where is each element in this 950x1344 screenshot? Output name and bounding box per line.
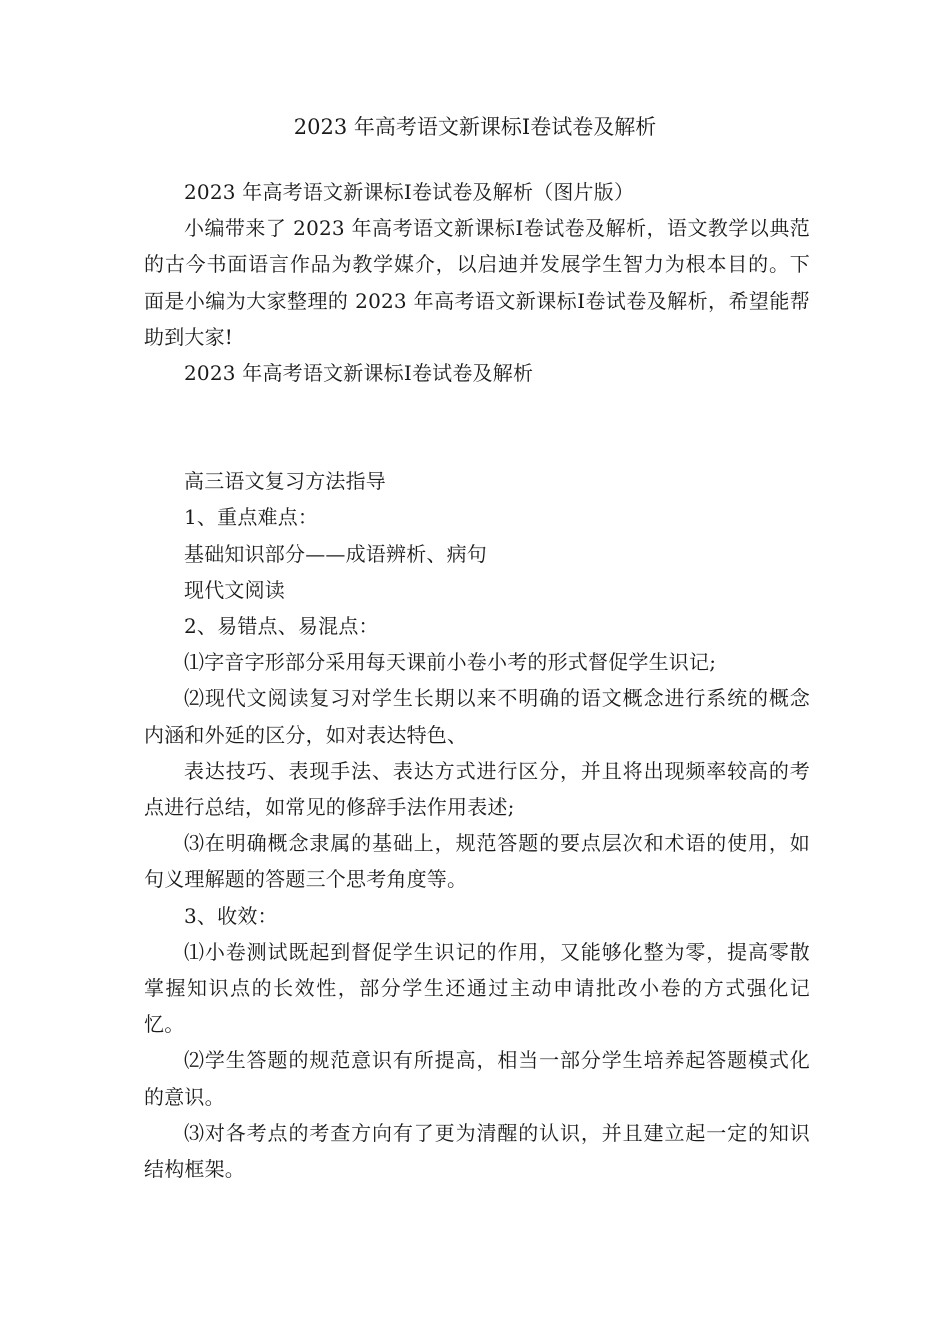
key-point-modern-reading: 现代文阅读 [184,577,285,602]
error-point-1: ⑴字音字形部分采用每天课前小卷小考的形式督促学生识记; [184,650,717,675]
result-1: ⑴小卷测试既起到督促学生识记的作用，又能够化整为零，提高零散掌握知识点的长效性，部分学生还通过主动申请批改小卷的方式强化记忆。 [144,939,810,1037]
image-placeholder-gap [144,391,810,463]
result-3: ⑶对各考点的考查方向有了更为清醒的认识，并且建立起一定的知识结构框架。 [144,1120,810,1182]
intro-subtitle: 2023 年高考语文新课标Ⅰ卷试卷及解析（图片版） [184,180,635,204]
error-point-2-continued: 表达技巧、表现手法、表达方式进行区分，并且将出现频率较高的考点进行总结，如常见的修辞手法作用表述; [144,758,810,820]
result-2: ⑵学生答题的规范意识有所提高，相当一部分学生培养起答题模式化的意识。 [144,1048,810,1109]
document-body [144,174,810,1187]
section-heading-results: 3、收效： [184,903,278,928]
intro-heading: 2023 年高考语文新课标Ⅰ卷试卷及解析 [184,361,534,386]
intro-paragraph: 小编带来了 2023 年高考语文新课标Ⅰ卷试卷及解析，语文教学以典范的古今书面语言作品为教学媒介，以启迪并发展学生智力为根本目的。下面是小编为大家整理的 2023 年高考语文新课标Ⅰ卷试卷及解析，希望能帮助到大家! [144,216,810,349]
section-heading-key-points: 1、重点难点： [184,505,319,530]
error-point-2: ⑵现代文阅读复习对学生长期以来不明确的语文概念进行系统的概念内涵和外延的区分，如对表达特色、 [144,686,810,747]
guide-heading: 高三语文复习方法指导 [184,469,386,494]
section-heading-error-points: 2、易错点、易混点： [184,614,379,639]
key-point-basic-knowledge: 基础知识部分——成语辨析、病句 [184,541,487,566]
error-point-3: ⑶在明确概念隶属的基础上，规范答题的要点层次和术语的使用，如句义理解题的答题三个思考角度等。 [144,831,810,892]
page-title: 2023 年高考语文新课标Ⅰ卷试卷及解析 [293,115,657,139]
